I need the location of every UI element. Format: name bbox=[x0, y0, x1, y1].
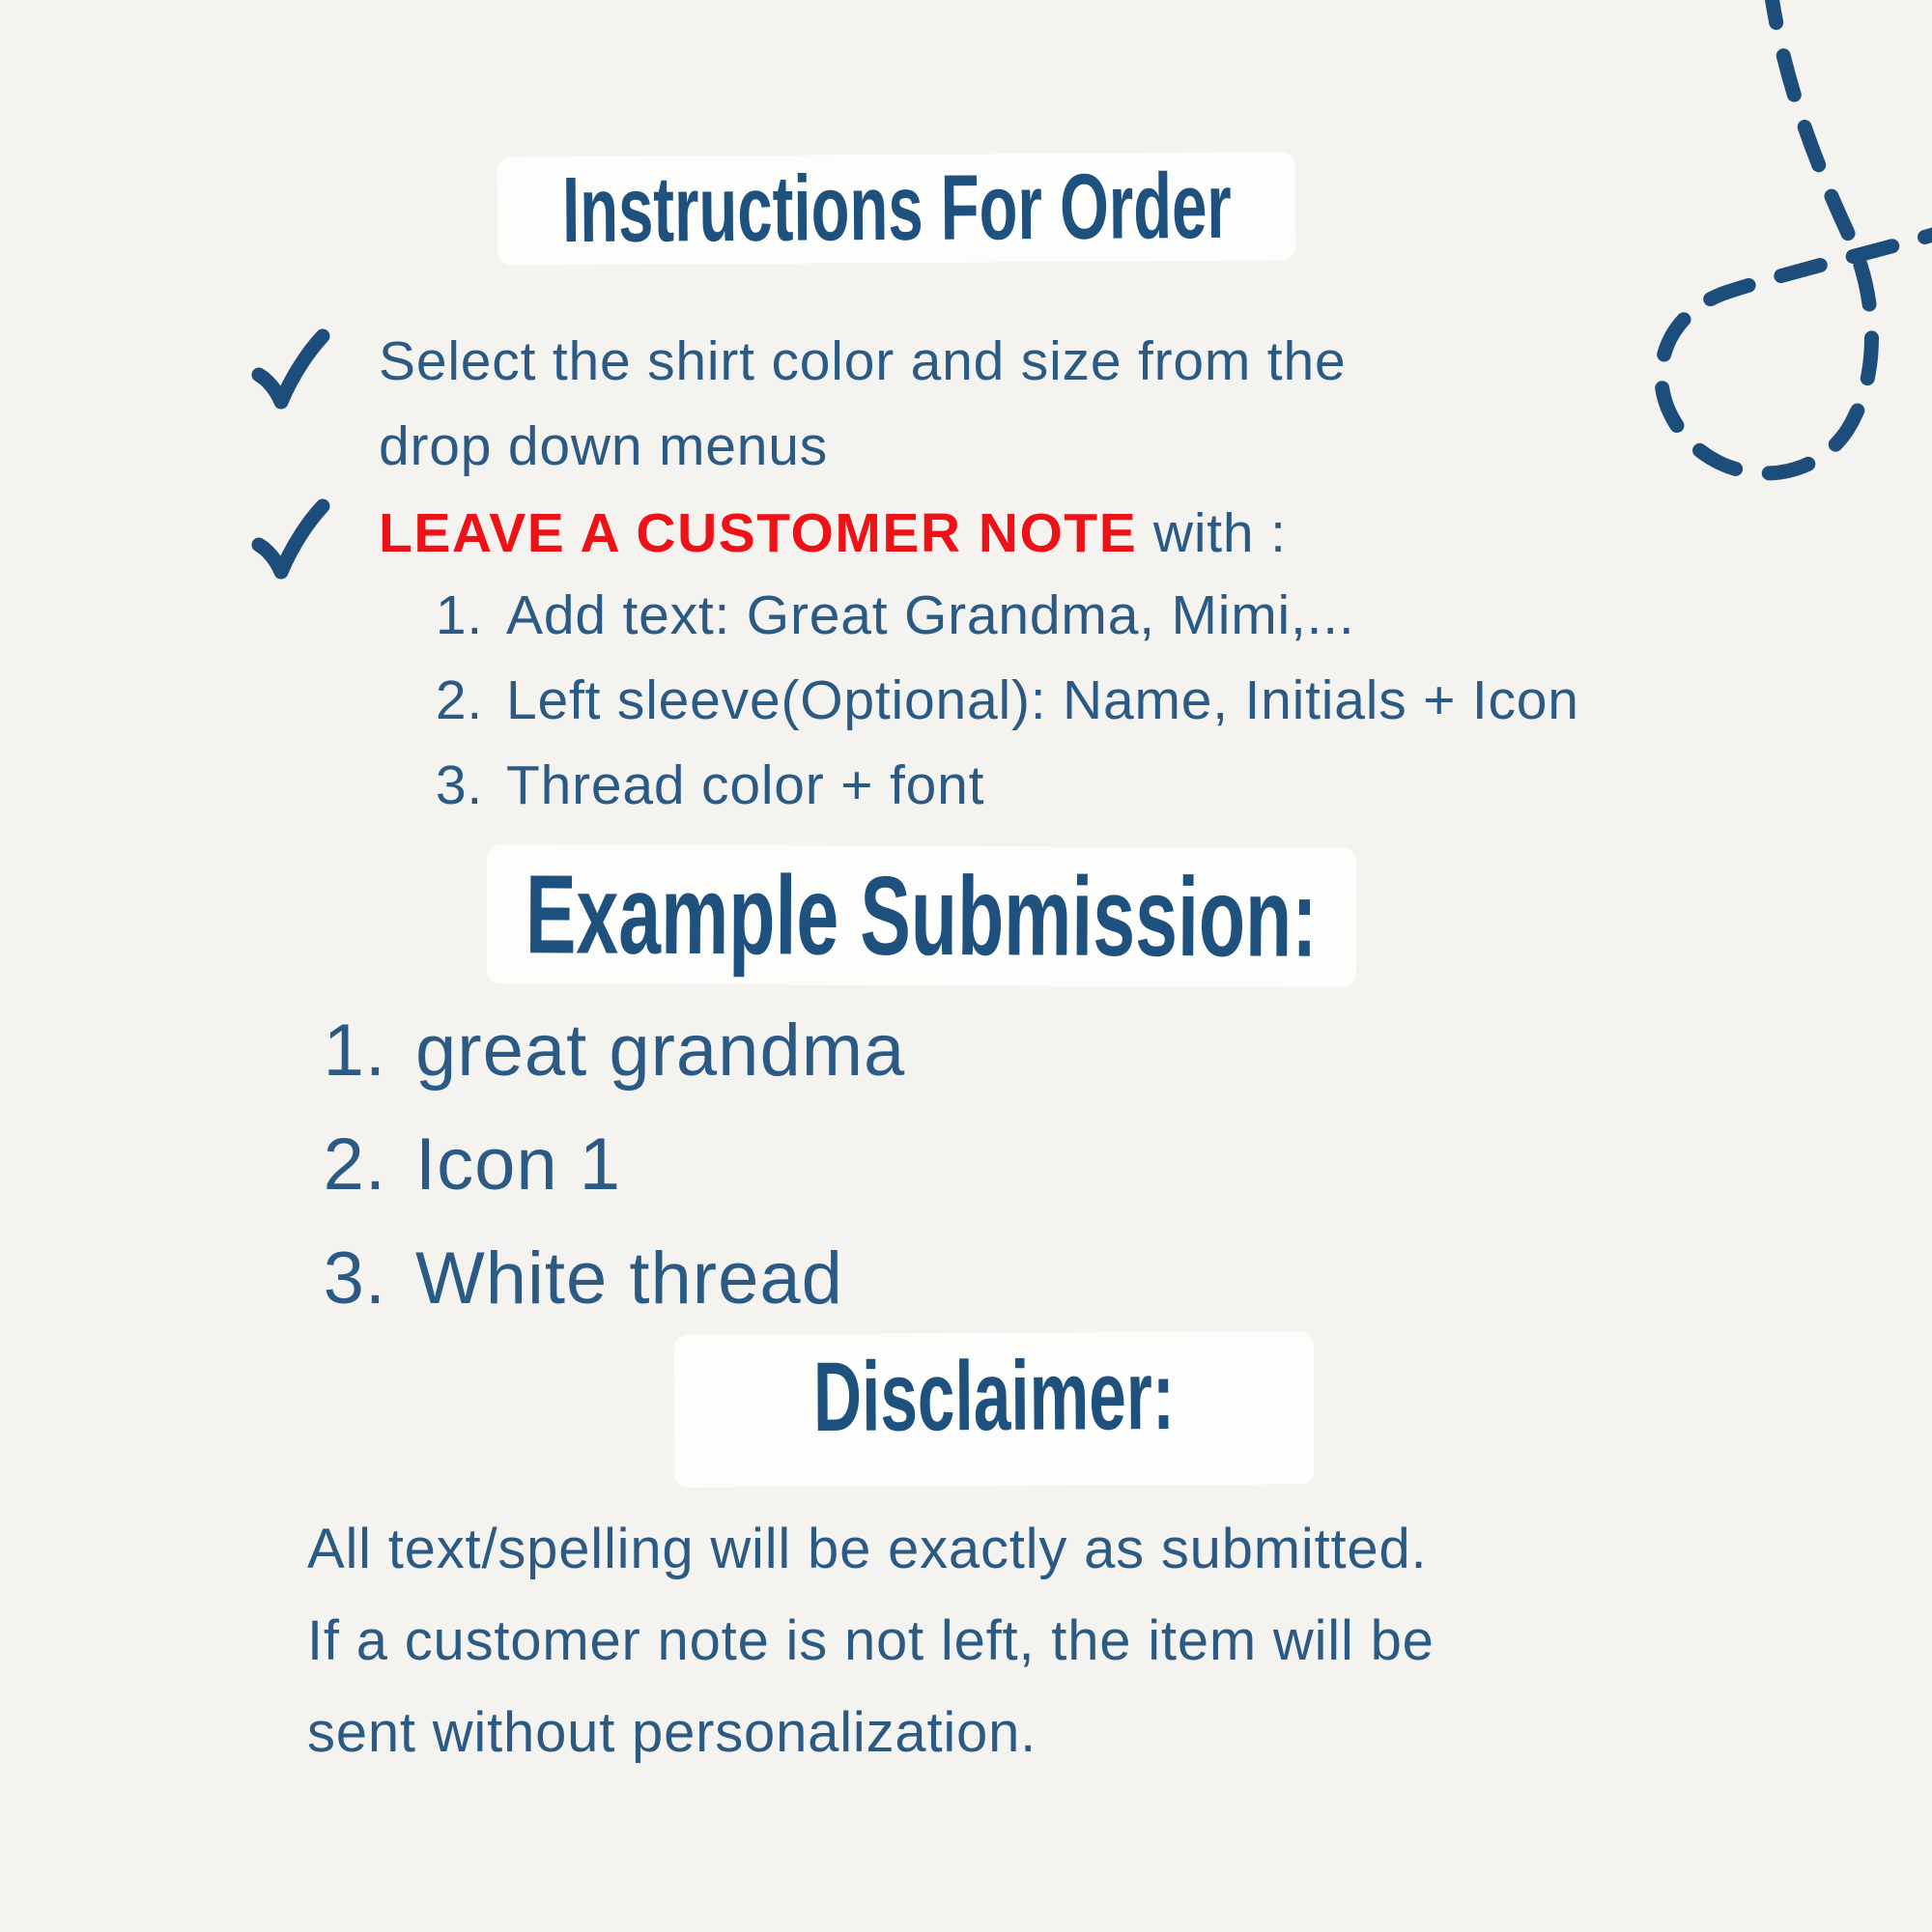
page-title: Instructions For Order bbox=[561, 154, 1232, 263]
title-highlight-box bbox=[497, 152, 1296, 265]
list-item bbox=[290, 1122, 905, 1236]
list-item bbox=[290, 1009, 905, 1122]
customer-note-emphasis: LEAVE A CUSTOMER NOTE bbox=[379, 502, 1138, 564]
customer-note-list bbox=[413, 583, 1579, 838]
list-item bbox=[413, 583, 1579, 668]
disclaimer-paragraph: All text/spelling will be exactly as submitted. If a customer note is not left, the item will be sent without personalization. bbox=[307, 1518, 1435, 1764]
list-item bbox=[413, 753, 1579, 838]
checkmark-icon bbox=[251, 500, 328, 582]
list-item-text: Icon 1 bbox=[415, 1123, 622, 1206]
list-item-text: Add text: Great Grandma, Mimi,... bbox=[506, 584, 1355, 646]
list-item-text: great grandma bbox=[415, 1009, 906, 1092]
disclaimer-heading-highlight-box bbox=[674, 1331, 1315, 1487]
example-list bbox=[290, 1009, 905, 1350]
checklist-item-customer-note bbox=[379, 491, 1287, 576]
list-item-text: Thread color + font bbox=[506, 754, 985, 816]
list-item-text: White thread bbox=[415, 1237, 843, 1320]
list-item-text: Left sleeve(Optional): Name, Initials + Icon bbox=[506, 669, 1579, 731]
example-heading: Example Submission: bbox=[525, 851, 1319, 980]
checklist-item-select-color-size: Select the shirt color and size from the drop down menus bbox=[379, 330, 1347, 477]
disclaimer-heading: Disclaimer: bbox=[812, 1339, 1176, 1452]
list-item bbox=[413, 668, 1579, 753]
checkmark-icon bbox=[251, 330, 328, 412]
dashed-thread-decoration-icon bbox=[1604, 0, 1932, 522]
example-heading-highlight-box bbox=[487, 844, 1357, 987]
customer-note-suffix: with : bbox=[1137, 502, 1287, 564]
